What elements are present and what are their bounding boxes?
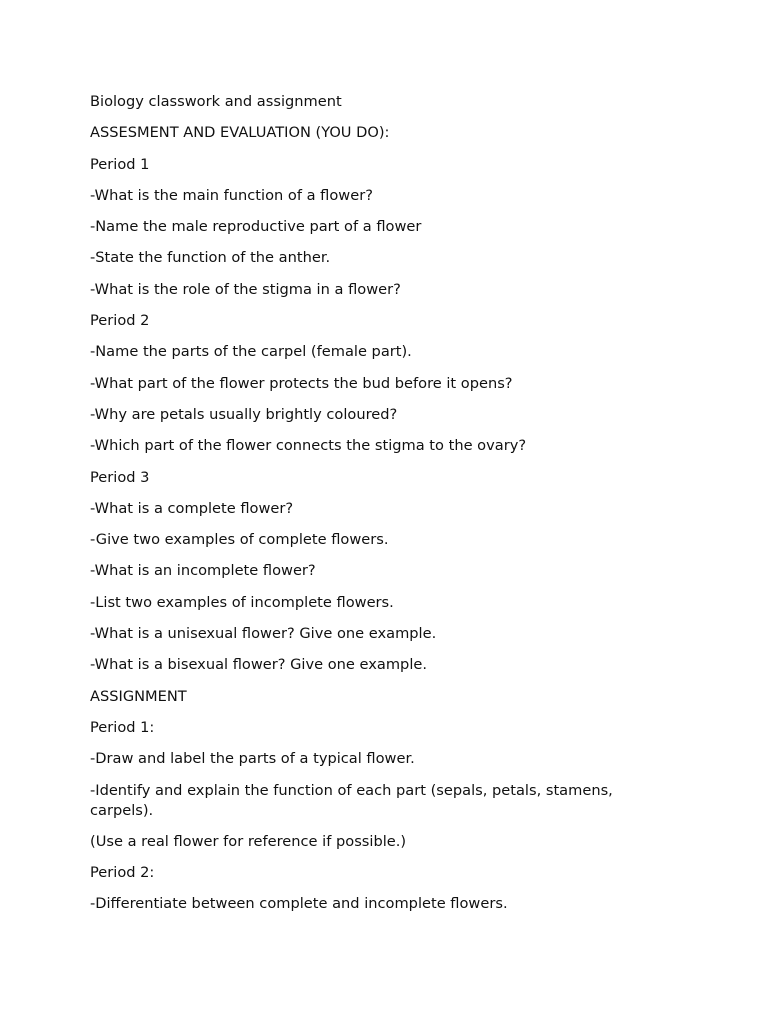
question-item: -State the function of the anther. bbox=[90, 249, 331, 267]
question-item: -Which part of the flower connects the stigma to the ovary? bbox=[90, 437, 527, 455]
period-heading: Period 3 bbox=[90, 468, 150, 486]
section-heading-assignment: ASSIGNMENT bbox=[90, 687, 187, 705]
question-item: -Name the male reproductive part of a flower bbox=[90, 218, 422, 236]
period-heading: Period 2: bbox=[90, 864, 155, 882]
question-item: -What is the main function of a flower? bbox=[90, 186, 373, 204]
document-title: Biology classwork and assignment bbox=[90, 93, 342, 110]
question-item: -List two examples of incomplete flowers. bbox=[90, 593, 394, 611]
assignment-item: -Differentiate between complete and incomplete flowers. bbox=[90, 895, 508, 913]
question-item: -What is an incomplete flower? bbox=[90, 562, 316, 580]
question-item: -What part of the flower protects the bud before it opens? bbox=[90, 374, 513, 392]
period-heading: Period 1 bbox=[90, 155, 150, 173]
period-heading: Period 2 bbox=[90, 312, 150, 330]
question-item: -Why are petals usually brightly coloured? bbox=[90, 405, 398, 423]
question-item: -What is a complete flower? bbox=[90, 499, 294, 517]
question-item: -What is a unisexual flower? Give one example. bbox=[90, 625, 437, 643]
assignment-item: -Identify and explain the function of each part (sepals, petals, stamens, carpels). bbox=[90, 781, 613, 819]
question-item: -Give two examples of complete flowers. bbox=[90, 531, 389, 549]
assignment-item: -Draw and label the parts of a typical flower. bbox=[90, 750, 415, 768]
document-page bbox=[90, 92, 650, 926]
section-heading-assessment: ASSESMENT AND EVALUATION (YOU DO): bbox=[90, 124, 390, 142]
period-heading: Period 1: bbox=[90, 718, 155, 736]
question-item: -Name the parts of the carpel (female part). bbox=[90, 343, 412, 361]
question-item: -What is the role of the stigma in a flower? bbox=[90, 280, 401, 298]
question-item: -What is a bisexual flower? Give one example. bbox=[90, 656, 427, 674]
assignment-note: (Use a real flower for reference if possible.) bbox=[90, 832, 407, 850]
